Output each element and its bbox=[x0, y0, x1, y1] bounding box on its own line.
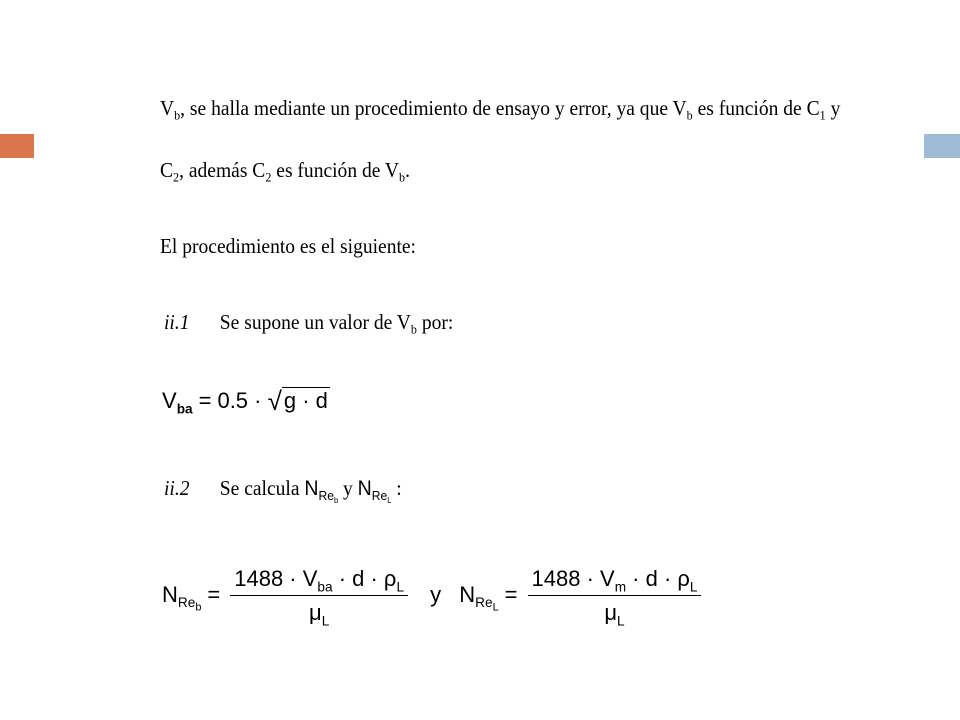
nre-b-symbol: $N_{Re_b}$ bbox=[162, 581, 202, 614]
accent-bar-left bbox=[0, 134, 34, 158]
accent-bar-right bbox=[924, 134, 960, 158]
step-label: ii.2 bbox=[164, 476, 190, 500]
paragraph-1: $V_b$, se halla mediante un procedimiento de ensayo y error, ya que $V_b$ es función de $C_1$ y bbox=[160, 96, 841, 123]
equation-reynolds: $N_{Re_b}=$ $\frac{1488 \cdot V_{ba} \cdot d \cdot \rho_L}{\mu_L}$ y $N_{Re_L}=$ $\frac{1488 \cdot V_m \cdot d \cdot \rho_L}{\mu_L}$ bbox=[162, 566, 705, 626]
paragraph-2: $C_2$, además $C_2$ es función de $V_b$. bbox=[160, 158, 410, 185]
step-ii-1: ii.1 Se supone un valor de $V_b$ por: bbox=[164, 310, 454, 337]
step-ii-2: ii.2 Se calcula $N_{Re_b}$ y $N_{Re_L}$ : bbox=[164, 476, 402, 505]
equation-vba: $V_{ba} = 0.5 \cdot √g \cdot d$ bbox=[162, 386, 328, 417]
sqrt-symbol: √g · d bbox=[267, 386, 328, 416]
nre-l-symbol: $N_{Re_L}$ bbox=[459, 581, 499, 614]
paragraph-3: El procedimiento es el siguiente: bbox=[160, 234, 416, 258]
fraction-nre-b: $\frac{1488 \cdot V_{ba} \cdot d \cdot \rho_L}{\mu_L}$ bbox=[230, 566, 408, 626]
fraction-nre-l: $\frac{1488 \cdot V_m \cdot d \cdot \rho_L}{\mu_L}$ bbox=[528, 566, 702, 626]
step-label: ii.1 bbox=[164, 310, 190, 334]
